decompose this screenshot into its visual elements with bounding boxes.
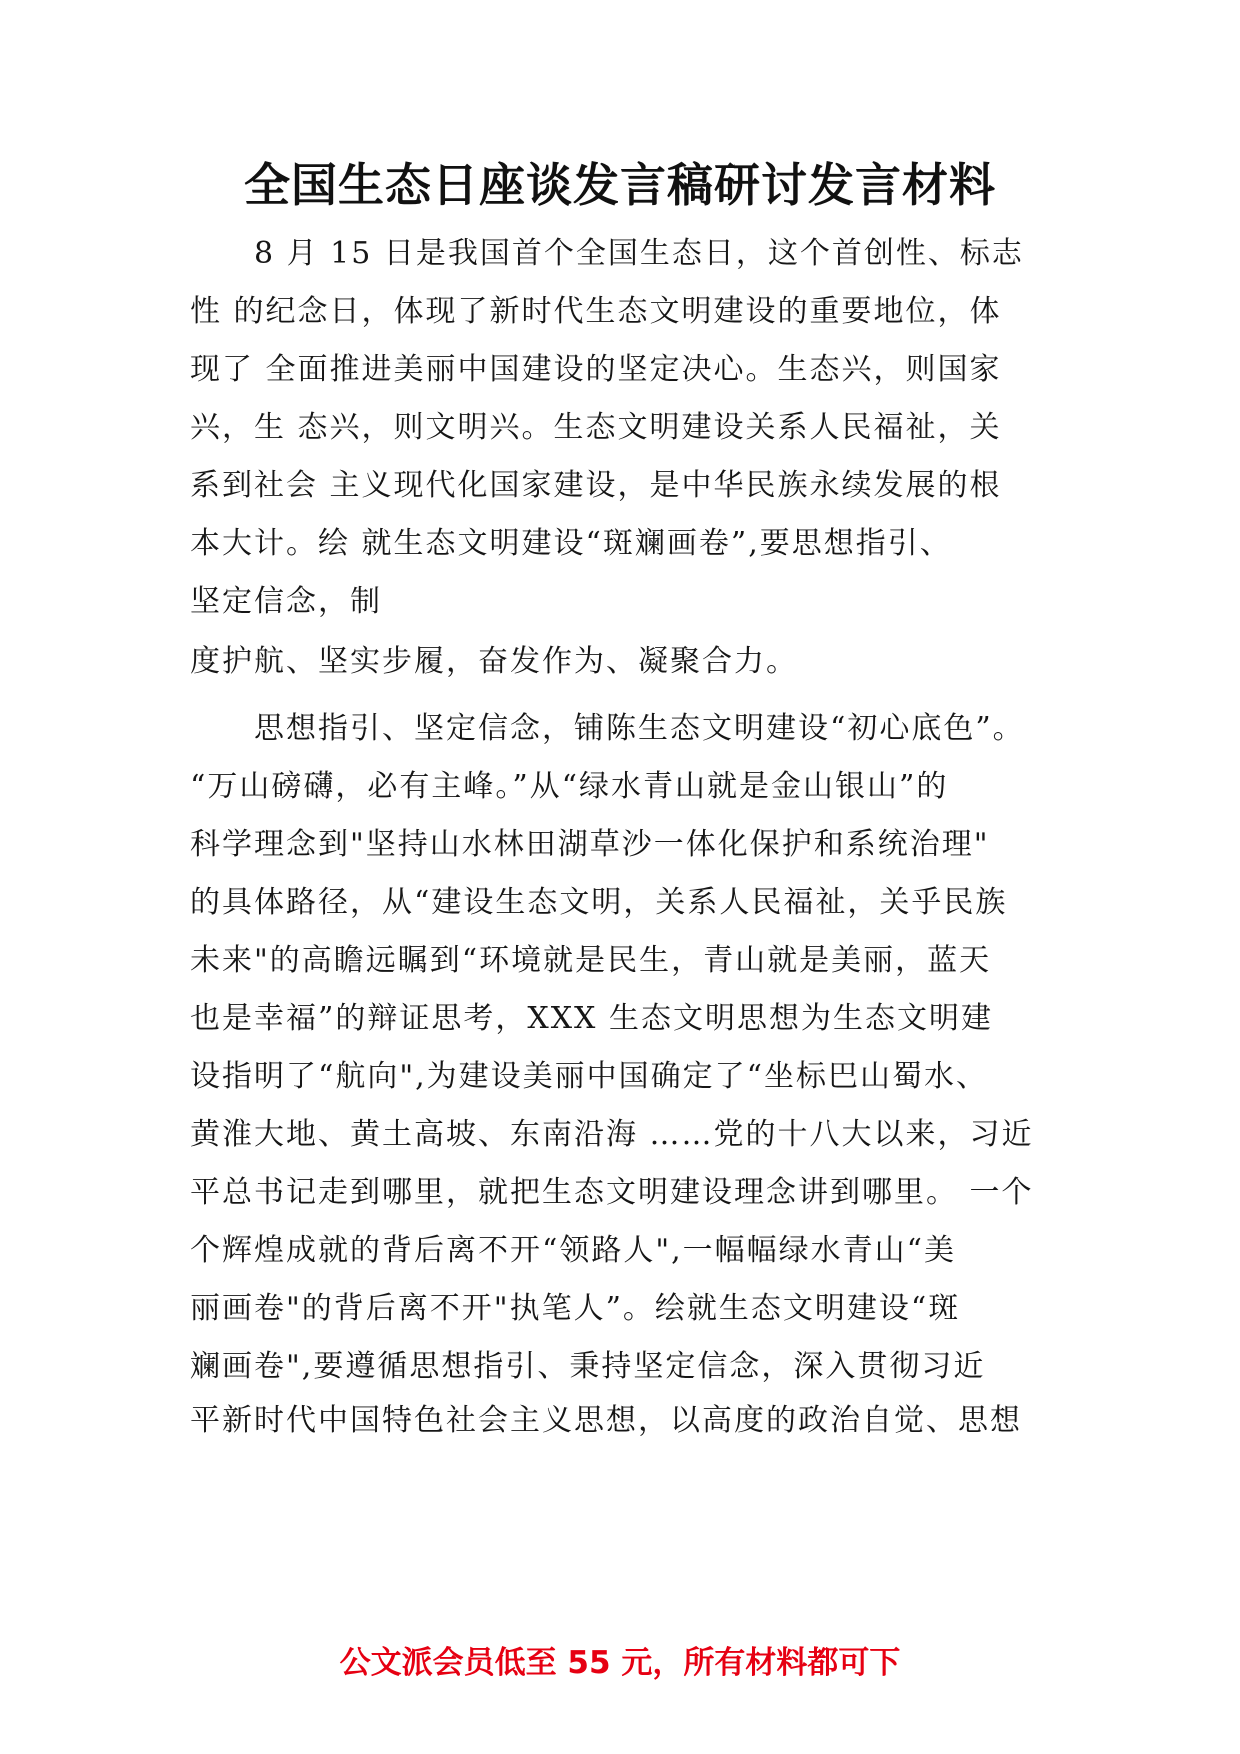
paragraph-line: 思想指引、坚定信念，铺陈生态文明建设“初心底色”。 xyxy=(254,711,1025,746)
paragraph-line: 现了 全面推进美丽中国建设的坚定决心。生态兴，则国家 xyxy=(190,352,1002,387)
paragraph-2 xyxy=(190,700,1050,1396)
paragraph-line: 黄淮大地、黄土高坡、东南沿海 ……党的十八大以来，习近 xyxy=(190,1117,1034,1152)
paragraph-line: 的具体路径，从“建设生态文明，关系人民福祉，关乎民族 xyxy=(190,885,1008,920)
paragraph-line: 兴，生 态兴，则文明兴。生态文明建设关系人民福祉，关 xyxy=(190,410,1002,445)
paragraph-line: 也是幸福”的辩证思考，XXX 生态文明思想为生态文明建 xyxy=(190,1001,993,1036)
paragraph-line: 丽画卷"的背后离不开"执笔人”。绘就生态文明建设“斑 xyxy=(190,1291,961,1326)
paragraph-line: 8 月 15 日是我国首个全国生态日，这个首创性、标志 xyxy=(254,236,1024,271)
document-title: 全国生态日座谈发言稿研讨发言材料 xyxy=(244,158,996,212)
paragraph-line: 斓画卷",要遵循思想指引、秉持坚定信念，深入贯彻习近 xyxy=(190,1349,986,1384)
paragraph-line: 度护航、坚实步履，奋发作为、凝聚合力。 xyxy=(190,644,798,679)
promo-footer-text: 公文派会员低至 55 元，所有材料都可下 xyxy=(339,1645,901,1681)
paragraph-line: 未来"的高瞻远瞩到“环境就是民生，青山就是美丽，蓝天 xyxy=(190,943,992,978)
paragraph-line: 坚定信念，制 xyxy=(190,584,382,619)
paragraph-line: 平新时代中国特色社会主义思想，以高度的政治自觉、思想 xyxy=(190,1403,1022,1438)
paragraph-1-continuation xyxy=(190,633,1050,691)
paragraph-line: 性 的纪念日，体现了新时代生态文明建设的重要地位，体 xyxy=(190,294,1002,329)
paragraph-line: “万山磅礴，必有主峰。”从“绿水青山就是金山银山”的 xyxy=(190,769,949,804)
paragraph-2-last-line xyxy=(190,1392,1050,1450)
paragraph-line: 平总书记走到哪里，就把生态文明建设理念讲到哪里。 一个 xyxy=(190,1175,1034,1210)
paragraph-1 xyxy=(190,225,1050,631)
paragraph-line: 个辉煌成就的背后离不开“领路人",一幅幅绿水青山“美 xyxy=(190,1233,957,1268)
paragraph-line: 本大计。绘 就生态文明建设“斑斓画卷”,要思想指引、 xyxy=(190,526,952,561)
paragraph-line: 系到社会 主义现代化国家建设，是中华民族永续发展的根 xyxy=(190,468,1002,503)
paragraph-line: 设指明了“航向",为建设美丽中国确定了“坐标巴山蜀水、 xyxy=(190,1059,989,1094)
paragraph-line: 科学理念到"坚持山水林田湖草沙一体化保护和系统治理" xyxy=(190,827,990,862)
